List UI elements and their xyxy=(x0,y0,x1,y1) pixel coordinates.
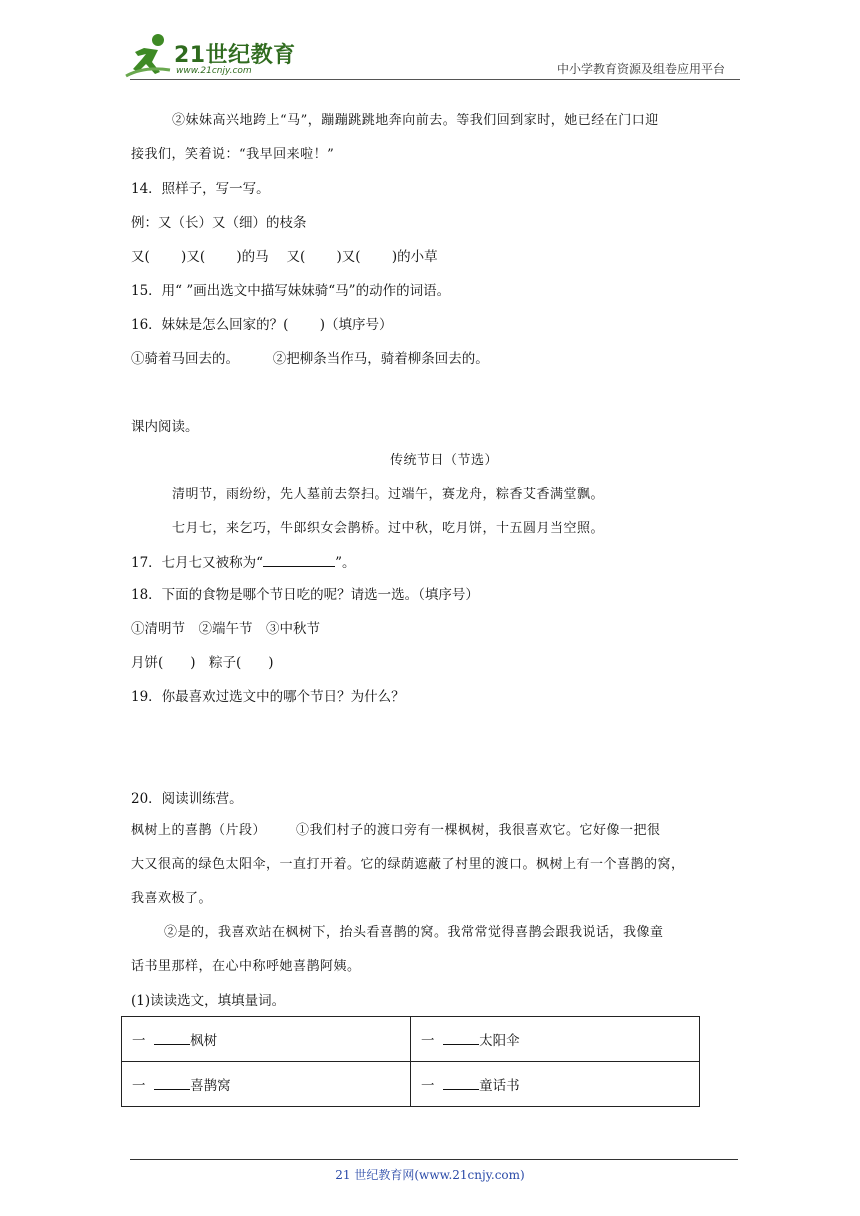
answer-blank[interactable] xyxy=(443,1032,479,1045)
footer-text[interactable]: 21 世纪教育网(www.21cnjy.com) xyxy=(335,1168,525,1182)
cell-noun: 太阳伞 xyxy=(479,1033,520,1049)
answer-blank[interactable] xyxy=(154,1077,190,1090)
passage1-para2-line2: 接我们，笑着说：“我早回来啦！” xyxy=(131,147,335,162)
q15-title: 15．用“ ”画出选文中描写妹妹骑“马”的动作的词语。 xyxy=(131,283,451,299)
q20-title: 20．阅读训练营。 xyxy=(131,791,243,807)
q18-options: ①清明节 ②端午节 ③中秋节 xyxy=(131,621,320,637)
table-cell: 一 太阳伞 xyxy=(411,1017,700,1062)
runner-logo-icon xyxy=(124,32,174,78)
table-row xyxy=(122,1062,700,1107)
logo-text: 21世纪教育 xyxy=(174,43,296,68)
table-cell: 一 枫树 xyxy=(122,1017,411,1062)
q20-para2-line2: 话书里那样，在心中称呼她喜鹊阿姨。 xyxy=(131,959,361,974)
cell-noun: 童话书 xyxy=(479,1078,520,1094)
table-cell: 一 喜鹊窝 xyxy=(122,1062,411,1107)
q17 xyxy=(131,554,356,572)
table-cell: 一 童话书 xyxy=(411,1062,700,1107)
poem-title: 传统节日（节选） xyxy=(390,453,499,468)
q20-line1-body: ①我们村子的渡口旁有一棵枫树，我很喜欢它。它好像一把很 xyxy=(296,823,661,838)
table-row xyxy=(122,1017,700,1062)
q17-prefix: 17．七月七又被称为“ xyxy=(131,555,264,571)
section-label: 课内阅读。 xyxy=(131,419,199,435)
q20-sub1-title: (1)读读选文，填填量词。 xyxy=(131,993,286,1009)
poem-line-2: 七月七，来乞巧，牛郎织女会鹊桥。过中秋，吃月饼，十五圆月当空照。 xyxy=(172,521,605,536)
q14-title: 14．照样子，写一写。 xyxy=(131,181,270,197)
q14-example: 例：又（长）又（细）的枝条 xyxy=(131,215,307,231)
cell-noun: 喜鹊窝 xyxy=(190,1078,231,1094)
q20-line2: 大又很高的绿色太阳伞，一直打开着。它的绿荫遮蔽了村里的渡口。枫树上有一个喜鹊的窝， xyxy=(131,857,685,872)
cell-noun: 枫树 xyxy=(190,1033,218,1049)
passage1-para2-line1: ②妹妹高兴地跨上“马”，蹦蹦跳跳地奔向前去。等我们回到家时，她已经在门口迎 xyxy=(172,113,659,128)
poem-line-1: 清明节，雨纷纷，先人墓前去祭扫。过端午，赛龙舟，粽香艾香满堂飘。 xyxy=(172,487,605,502)
answer-blank[interactable] xyxy=(443,1077,479,1090)
header-divider xyxy=(130,79,740,80)
q18-answers[interactable]: 月饼( ) 粽子( ) xyxy=(131,655,274,671)
q17-suffix: ”。 xyxy=(335,555,356,571)
q16-title: 16．妹妹是怎么回家的？( )（填序号） xyxy=(131,317,393,333)
q19-title: 19．你最喜欢过选文中的哪个节日？为什么？ xyxy=(131,689,405,705)
q18-title: 18．下面的食物是哪个节日吃的呢？请选一选。（填序号） xyxy=(131,587,479,603)
answer-blank[interactable] xyxy=(154,1032,190,1045)
q20-line3: 我喜欢极了。 xyxy=(131,891,213,906)
footer-divider xyxy=(130,1159,738,1160)
q14-answer-line[interactable]: 又( )又( )的马 又( )又( )的小草 xyxy=(131,249,438,265)
platform-title: 中小学教育资源及组卷应用平台 xyxy=(556,62,725,76)
q20-passage-title: 枫树上的喜鹊（片段） xyxy=(131,823,267,838)
q17-answer-blank[interactable] xyxy=(263,554,335,567)
measure-word-table xyxy=(121,1016,700,1107)
q20-para2-line1: ②是的，我喜欢站在枫树下，抬头看喜鹊的窝。我常常觉得喜鹊会跟我说话，我像童 xyxy=(164,925,664,940)
q16-options: ①骑着马回去的。 ②把柳条当作马，骑着柳条回去的。 xyxy=(131,351,489,367)
site-logo xyxy=(124,32,324,82)
q20-line1 xyxy=(131,822,661,840)
logo-url: www.21cnjy.com xyxy=(176,66,252,76)
